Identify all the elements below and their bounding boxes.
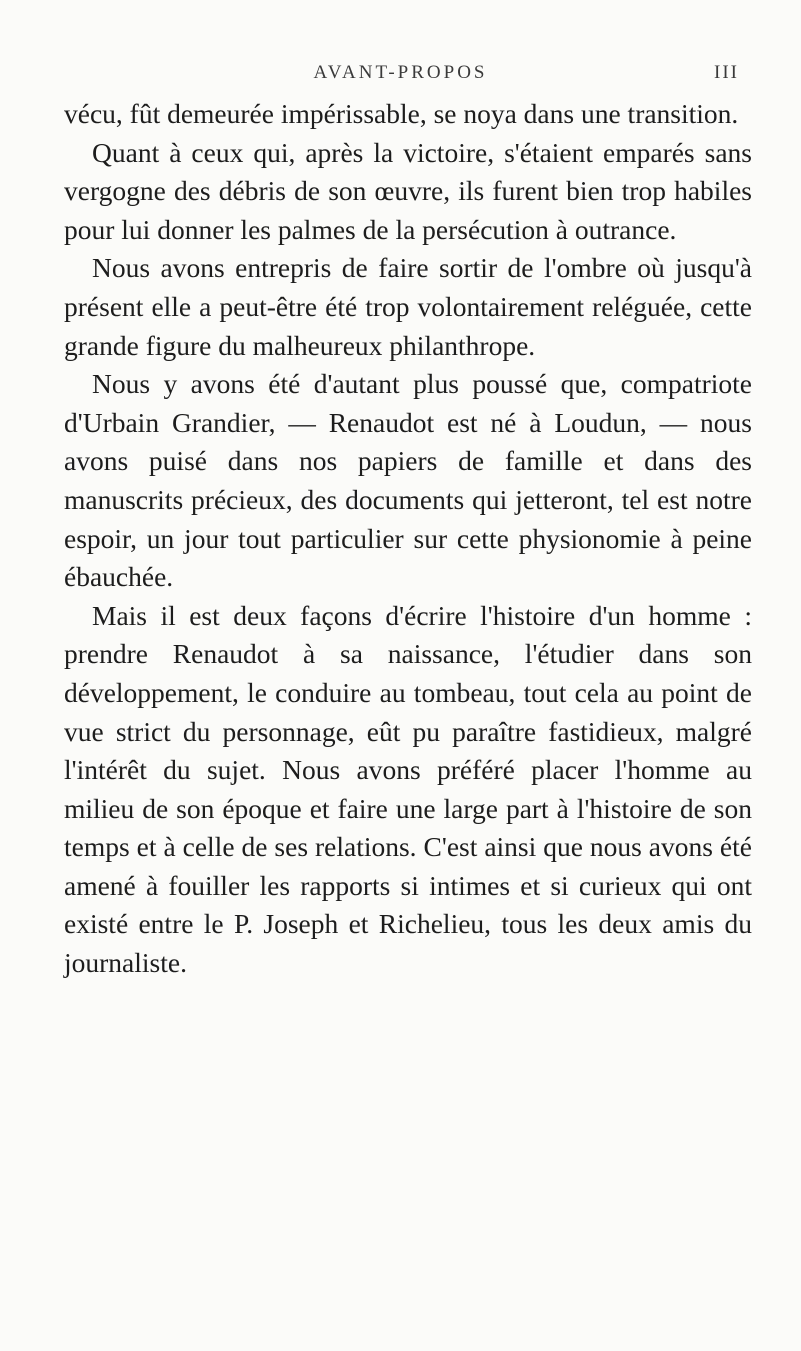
- paragraph: Nous avons entrepris de faire sortir de l'ombre où jusqu'à présent elle a peut-être été trop volontairement reléguée, cette grande figure du malheureux philanthrope.: [64, 252, 752, 361]
- running-head-title: AVANT-PROPOS: [313, 62, 488, 83]
- body-text: [64, 95, 752, 983]
- running-head: [0, 62, 801, 88]
- page-number: III: [714, 62, 739, 83]
- paragraph-continuation: vécu, fût demeurée impérissable, se noya dans une transition.: [64, 98, 739, 129]
- paragraph: Quant à ceux qui, après la victoire, s'étaient emparés sans vergogne des débris de son œuvre, ils furent bien trop habiles pour lui donner les palmes de la persécution à outrance.: [64, 136, 752, 245]
- paragraph: Nous y avons été d'autant plus poussé que, compatriote d'Urbain Grandier, — Renaudot est né à Loudun, — nous avons puisé dans nos papiers de famille et dans des manuscrits précieux, des documents qui jetteront, tel est notre espoir, un jour tout particulier sur cette physionomie à peine ébauchée.: [64, 368, 752, 593]
- paragraph: Mais il est deux façons d'écrire l'histoire d'un homme : prendre Renaudot à sa naissance, l'étudier dans son développement, le conduire au tombeau, tout cela au point de vue strict du personnage, eût pu paraître fastidieux, malgré l'intérêt du sujet. Nous avons préféré placer l'homme au milieu de son époque et faire une large part à l'histoire de son temps et à celle de ses relations. C'est ainsi que nous avons été amené à fouiller les rapports si intimes et si curieux qui ont existé entre le P. Joseph et Richelieu, tous les deux amis du journaliste.: [64, 599, 752, 979]
